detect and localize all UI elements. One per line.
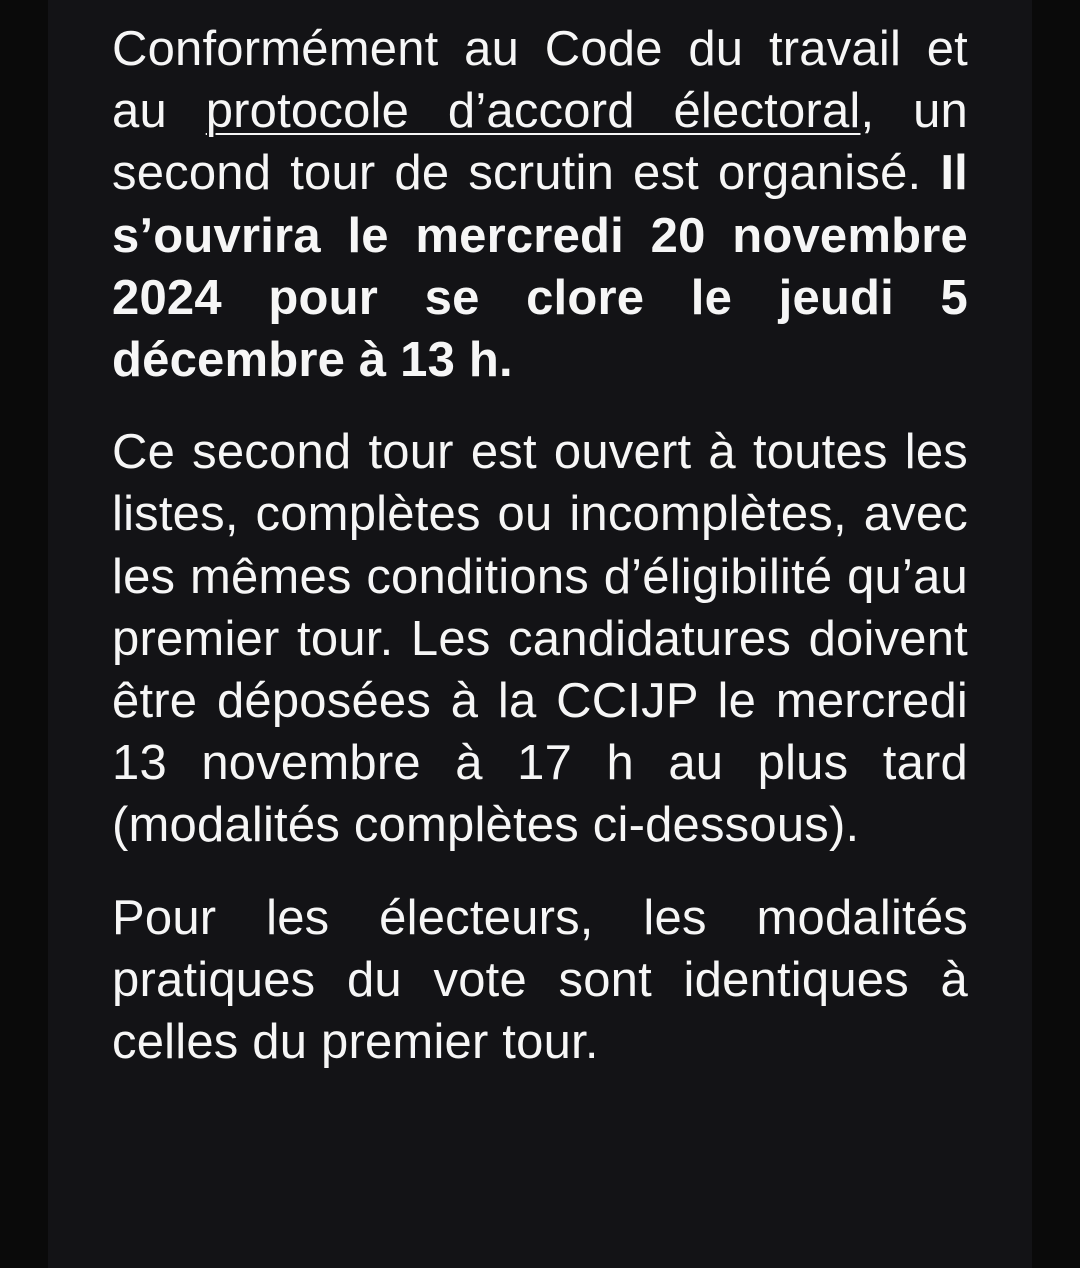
paragraph-candidatures: Ce second tour est ouvert à toutes les listes, complètes ou incomplètes, avec les mêmes conditions d’éligibilité qu’au premier tour. Les candidatures doivent être déposées à la CCIJP le mercredi 13 novembre à 17 h au plus tard (modalités complètes ci-dessous). <box>112 425 968 853</box>
left-margin <box>0 0 48 1268</box>
paragraph-text: , un second tour de scrutin est organisé. <box>112 84 969 201</box>
right-margin <box>1032 0 1080 1268</box>
paragraph-text: Conformément au Code du travail et au <box>112 22 968 139</box>
article-body <box>112 18 968 1073</box>
vote-dates-bold: Il s’ouvrira le mercredi 20 novembre 2024 pour se clore le jeudi 5 décembre à 13 h. <box>112 146 968 388</box>
electoral-protocol-link[interactable]: protocole d’accord électoral <box>205 84 861 139</box>
paragraph-second-round <box>112 18 968 391</box>
paragraph-voters: Pour les électeurs, les modalités pratiques du vote sont identiques à celles du premier tour. <box>112 890 968 1070</box>
